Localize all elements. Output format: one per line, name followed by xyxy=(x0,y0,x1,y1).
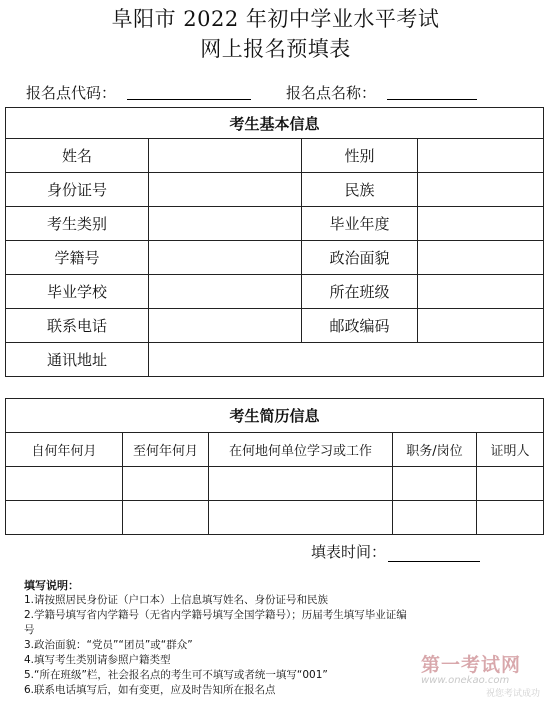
label-class: 所在班级 xyxy=(302,275,418,309)
class-field[interactable] xyxy=(418,275,544,309)
instruction-line: 2.学籍号填写省内学籍号（无省内学籍号填写全国学籍号）；历届考生填写毕业证编 xyxy=(24,609,407,621)
resume-table xyxy=(5,398,544,535)
fill-time-field[interactable] xyxy=(388,547,480,562)
form-title-line2: 网上报名预填表 xyxy=(200,37,351,61)
watermark-slogan: 祝您考试成功 xyxy=(485,689,540,699)
phone-field[interactable] xyxy=(149,309,302,343)
label-graduation-year: 毕业年度 xyxy=(302,207,418,241)
label-postal-code: 邮政编码 xyxy=(302,309,418,343)
name-field[interactable] xyxy=(149,139,302,173)
instruction-line: 4.填写考生类别请参照户籍类型 xyxy=(24,654,171,666)
watermark-name: 第一考试网 xyxy=(421,654,522,676)
resume-cell[interactable] xyxy=(393,501,477,535)
label-gender: 性别 xyxy=(302,139,418,173)
resume-cell[interactable] xyxy=(123,467,209,501)
label-address: 通讯地址 xyxy=(6,343,149,377)
instruction-line: 号 xyxy=(24,624,35,636)
instruction-line: 5.“所在班级”栏，社会报名点的考生可不填写或者统一填写“001” xyxy=(24,669,328,681)
resume-cell[interactable] xyxy=(123,501,209,535)
id-number-field[interactable] xyxy=(149,173,302,207)
label-graduate-school: 毕业学校 xyxy=(6,275,149,309)
postal-code-field[interactable] xyxy=(418,309,544,343)
resume-cell[interactable] xyxy=(477,501,544,535)
ethnicity-field[interactable] xyxy=(418,173,544,207)
instruction-line: 3.政治面貌：“党员”“团员”或“群众” xyxy=(24,639,193,651)
col-witness: 证明人 xyxy=(477,433,544,467)
label-phone: 联系电话 xyxy=(6,309,149,343)
watermark-logo xyxy=(421,650,546,699)
site-code-label: 报名点代码： xyxy=(26,84,117,102)
resume-cell[interactable] xyxy=(393,467,477,501)
graduation-year-field[interactable] xyxy=(418,207,544,241)
resume-cell[interactable] xyxy=(6,467,123,501)
basic-info-table xyxy=(5,107,544,377)
fill-time-label: 填表时间： xyxy=(311,543,387,561)
gender-field[interactable] xyxy=(418,139,544,173)
label-ethnicity: 民族 xyxy=(302,173,418,207)
political-status-field[interactable] xyxy=(418,241,544,275)
col-from-date: 自何年何月 xyxy=(6,433,123,467)
resume-cell[interactable] xyxy=(209,501,393,535)
basic-info-heading: 考生基本信息 xyxy=(6,108,544,139)
instruction-line: 6.联系电话填写后，如有变更，应及时告知所在报名点 xyxy=(24,684,276,696)
site-code-field[interactable] xyxy=(127,99,251,100)
instructions-heading: 填写说明： xyxy=(24,579,79,592)
resume-cell[interactable] xyxy=(6,501,123,535)
site-name-label: 报名点名称： xyxy=(286,84,377,102)
student-number-field[interactable] xyxy=(149,241,302,275)
resume-heading: 考生简历信息 xyxy=(6,399,544,433)
candidate-type-field[interactable] xyxy=(149,207,302,241)
label-student-number: 学籍号 xyxy=(6,241,149,275)
col-place-unit: 在何地何单位学习或工作 xyxy=(209,433,393,467)
label-name: 姓名 xyxy=(6,139,149,173)
form-title-line1: 阜阳市 2022 年初中学业水平考试 xyxy=(111,7,440,31)
watermark-url: www.onekao.com xyxy=(421,675,510,686)
resume-cell[interactable] xyxy=(209,467,393,501)
resume-cell[interactable] xyxy=(477,467,544,501)
site-name-field[interactable] xyxy=(387,99,477,100)
instruction-line: 1.请按照居民身份证（户口本）上信息填写姓名、身份证号和民族 xyxy=(24,594,329,606)
fill-time xyxy=(311,541,480,562)
label-id-number: 身份证号 xyxy=(6,173,149,207)
label-candidate-type: 考生类别 xyxy=(6,207,149,241)
address-field[interactable] xyxy=(149,343,544,377)
col-to-date: 至何年何月 xyxy=(123,433,209,467)
graduate-school-field[interactable] xyxy=(149,275,302,309)
col-position: 职务/岗位 xyxy=(393,433,477,467)
label-political-status: 政治面貌 xyxy=(302,241,418,275)
